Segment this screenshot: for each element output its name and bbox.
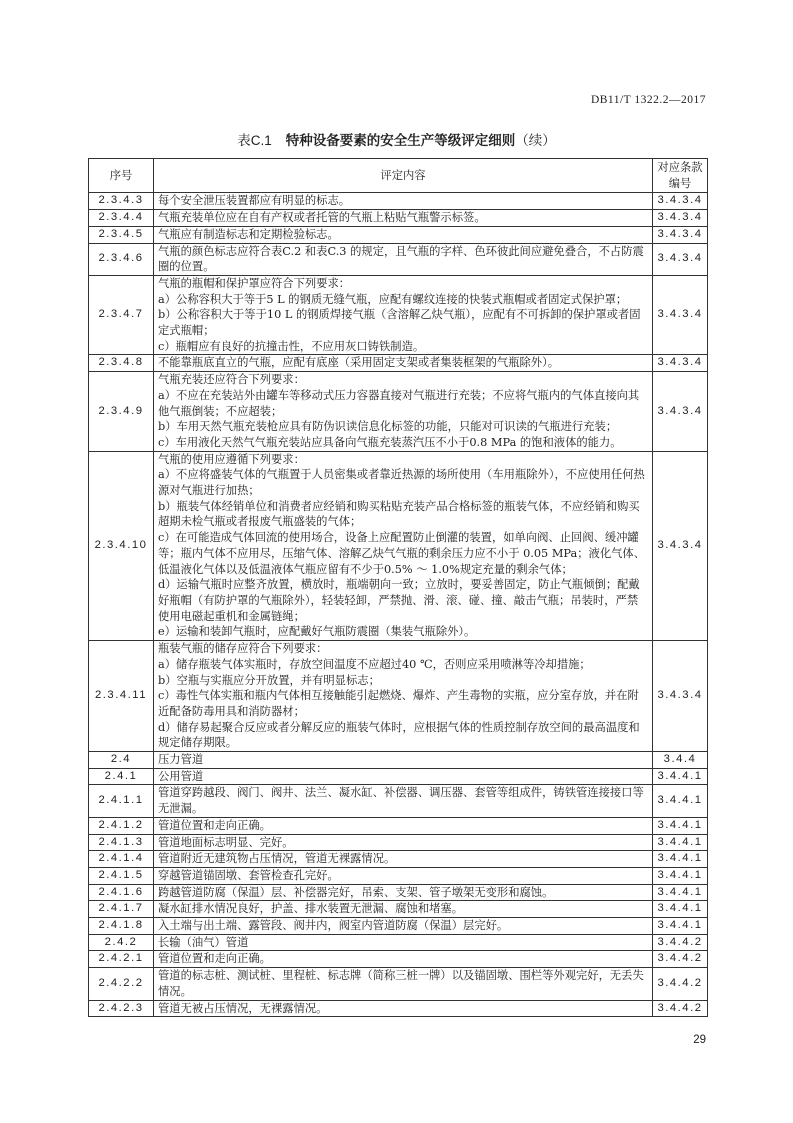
row-number: 2.3.4.8	[89, 355, 154, 372]
content-line: 公用管道	[158, 769, 204, 783]
row-number: 2.4.1	[89, 768, 154, 785]
content-line: 压力管道	[158, 753, 204, 767]
row-content	[154, 968, 653, 1000]
row-reference: 3.4.4.2	[653, 968, 708, 1000]
content-line: a）不应在充装站外由罐车等移动式压力容器直接对气瓶进行充装；不应将气瓶内的气体直接向其他气瓶倒装；不应超装；	[158, 388, 640, 418]
table-row	[89, 901, 708, 918]
row-number: 2.4.1.1	[89, 785, 154, 817]
evaluation-table	[88, 158, 708, 1017]
row-number: 2.4.2.1	[89, 951, 154, 968]
row-reference: 3.4.3.4	[653, 226, 708, 243]
row-reference: 3.4.3.4	[653, 193, 708, 210]
row-content	[154, 752, 653, 769]
row-number: 2.3.4.9	[89, 372, 154, 452]
row-content	[154, 641, 653, 752]
table-row	[89, 817, 708, 834]
content-line: c）在可能造成气体回流的使用场合，设备上应配置防止倒灌的装置，如单向阀、止回阀、缓冲罐等；瓶内气体不应用尽，压缩气体、溶解乙炔气气瓶的剩余压力应不小于 0.05 MPa；液化气体、低温液化气体以及低温液体气瓶应留有不少于0.5% ～ 1.0%规定充量的剩余气体；	[158, 531, 646, 576]
row-reference: 3.4.4.2	[653, 951, 708, 968]
content-line: 管道位置和走向正确。	[158, 952, 271, 966]
table-row	[89, 275, 708, 355]
row-content	[154, 355, 653, 372]
table-row	[89, 834, 708, 851]
content-line: 跨越管道防腐（保温）层、补偿器完好，吊索、支架、管子墩架无变形和腐蚀。	[158, 885, 554, 899]
row-reference: 3.4.4.1	[653, 834, 708, 851]
row-reference: 3.4.3.4	[653, 275, 708, 355]
content-line: 管道的标志桩、测试桩、里程桩、标志牌（简称三桩一牌）以及锚固墩、围栏等外观完好，无丢失情况。	[158, 969, 644, 998]
row-content	[154, 226, 653, 243]
row-content	[154, 834, 653, 851]
row-reference: 3.4.4.1	[653, 768, 708, 785]
content-line: 不能靠瓶底直立的气瓶，应配有底座（采用固定支架或者集装框架的气瓶除外）。	[158, 356, 560, 370]
content-line: 入土端与出土端、露管段、阀井内，阀室内管道防腐（保温）层完好。	[158, 919, 509, 933]
row-reference: 3.4.4.1	[653, 851, 708, 868]
table-row	[89, 1000, 708, 1017]
row-number: 2.4.2.3	[89, 1000, 154, 1017]
row-number: 2.3.4.7	[89, 275, 154, 355]
column-header-no: 序号	[89, 159, 154, 193]
row-content	[154, 372, 653, 452]
table-row	[89, 372, 708, 452]
table-row	[89, 884, 708, 901]
content-line: 瓶装气瓶的储存应符合下列要求：	[158, 642, 328, 656]
row-content	[154, 817, 653, 834]
row-content	[154, 1000, 653, 1017]
row-reference: 3.4.4.1	[653, 884, 708, 901]
table-row	[89, 243, 708, 275]
table-row	[89, 785, 708, 817]
row-content	[154, 851, 653, 868]
content-line: a）储存瓶装气体实瓶时，存放空间温度不应超过40 ℃，否则应采用喷淋等冷却措施；	[158, 657, 591, 671]
row-number: 2.3.4.4	[89, 210, 154, 227]
content-line: 管道无被占压情况，无裸露情况。	[158, 1001, 328, 1015]
row-number: 2.3.4.3	[89, 193, 154, 210]
row-number: 2.4.1.7	[89, 901, 154, 918]
content-line: 气瓶的使用应遵循下列要求：	[158, 452, 305, 466]
row-content	[154, 785, 653, 817]
row-number: 2.4.1.2	[89, 817, 154, 834]
standard-number: DB11/T 1322.2—2017	[590, 94, 706, 106]
content-line: e）运输和装卸气瓶时，应配戴好气瓶防震圈（集装气瓶除外）。	[158, 625, 476, 639]
content-line: 气瓶充装单位应在自有产权或者托管的气瓶上粘贴气瓶警示标签。	[158, 211, 486, 225]
row-content	[154, 768, 653, 785]
row-content	[154, 934, 653, 951]
content-line: a）不应将盛装气体的气瓶置于人员密集或者靠近热源的场所使用（车用瓶除外），不应使用任何热源对气瓶进行加热；	[158, 468, 645, 498]
table-continued: （续）	[515, 133, 556, 149]
content-line: 管道附近无建筑物占压情况，管道无裸露情况。	[158, 852, 396, 866]
row-number: 2.4.1.4	[89, 851, 154, 868]
row-content	[154, 210, 653, 227]
column-header-content: 评定内容	[154, 159, 653, 193]
table-row	[89, 867, 708, 884]
table-row	[89, 210, 708, 227]
table-row	[89, 851, 708, 868]
content-line: 气瓶的颜色标志应符合表C.2 和表C.3 的规定，且气瓶的字样、色环彼此间应避免叠合，不占防震圈的位置。	[158, 244, 644, 274]
content-line: 凝水缸排水情况良好，护盖、排水装置无泄漏、腐蚀和堵塞。	[158, 902, 464, 916]
table-title-text: 特种设备要素的安全生产等级评定细则	[285, 133, 516, 149]
row-content	[154, 867, 653, 884]
table-title	[0, 129, 793, 149]
table-row	[89, 355, 708, 372]
row-content	[154, 451, 653, 640]
content-line: c）毒性气体实瓶和瓶内气体相互接触能引起燃烧、爆炸、产生毒物的实瓶，应分室存放，并在附近配备防毒用具和消防器材；	[158, 689, 639, 718]
content-line: 管道地面标志明显、完好。	[158, 835, 294, 849]
table-row	[89, 752, 708, 769]
column-header-ref: 对应条款编号	[653, 159, 708, 193]
table-body	[89, 193, 708, 1017]
row-number: 2.3.4.5	[89, 226, 154, 243]
table-row	[89, 918, 708, 935]
content-line: 穿越管道锚固墩、套管检查孔完好。	[158, 868, 339, 882]
row-number: 2.4.1.3	[89, 834, 154, 851]
table-row	[89, 193, 708, 210]
row-reference: 3.4.3.4	[653, 355, 708, 372]
row-number: 2.3.4.11	[89, 641, 154, 752]
table-row	[89, 226, 708, 243]
table-row	[89, 968, 708, 1000]
row-reference: 3.4.4.1	[653, 867, 708, 884]
table-row	[89, 451, 708, 640]
row-reference: 3.4.4	[653, 752, 708, 769]
row-content	[154, 901, 653, 918]
table-header-row	[89, 159, 708, 193]
content-line: 每个安全泄压装置都应有明显的标志。	[158, 194, 351, 208]
row-reference: 3.4.4.1	[653, 785, 708, 817]
row-content	[154, 918, 653, 935]
row-number: 2.4.1.6	[89, 884, 154, 901]
row-number: 2.4.2	[89, 934, 154, 951]
table-row	[89, 951, 708, 968]
row-number: 2.4.2.2	[89, 968, 154, 1000]
content-line: c）瓶帽应有良好的抗撞击性，不应用灰口铸铁制造。	[158, 339, 425, 353]
row-content	[154, 275, 653, 355]
content-line: 气瓶应有制造标志和定期检验标志。	[158, 227, 339, 241]
content-line: d）储存易起聚合反应或者分解反应的瓶装气体时，应根据气体的性质控制存放空间的最高温度和规定储存期限。	[158, 720, 640, 750]
row-content	[154, 951, 653, 968]
content-line: 管道穿跨越段、阀门、阀井、法兰、凝水缸、补偿器、调压器、套管等组成件，铸铁管连接接口等无泄漏。	[158, 786, 644, 816]
page-number: 29	[693, 1034, 706, 1046]
row-content	[154, 243, 653, 275]
table-row	[89, 768, 708, 785]
content-line: b）瓶装气体经销单位和消费者应经销和购买粘贴充装产品合格标签的瓶装气体，不应经销和购买超期未检气瓶或者报废气瓶盛装的气体；	[158, 499, 640, 529]
content-line: 管道位置和走向正确。	[158, 818, 271, 832]
content-line: b）车用天然气瓶充装枪应具有防伪识读信息化标签的功能，只能对可识读的气瓶进行充装；	[158, 420, 618, 434]
row-reference: 3.4.3.4	[653, 451, 708, 640]
content-line: b）空瓶与实瓶应分开放置，并有明显标志；	[158, 673, 380, 687]
row-reference: 3.4.3.4	[653, 641, 708, 752]
row-number: 2.3.4.10	[89, 451, 154, 640]
row-content	[154, 884, 653, 901]
row-reference: 3.4.3.4	[653, 372, 708, 452]
row-reference: 3.4.4.1	[653, 817, 708, 834]
content-line: 气瓶充装还应符合下列要求：	[158, 373, 305, 387]
row-reference: 3.4.4.2	[653, 1000, 708, 1017]
row-reference: 3.4.4.1	[653, 901, 708, 918]
row-reference: 3.4.3.4	[653, 210, 708, 227]
row-content	[154, 193, 653, 210]
content-line: d）运输气瓶时应整齐放置，横放时，瓶端朝向一致；立放时，要妥善固定，防止气瓶倾倒；配戴好瓶帽（有防护罩的气瓶除外），轻装轻卸，严禁抛、滑、滚、碰、撞、敲击气瓶；吊装时，严禁使用电磁起重机和金属链绳；	[158, 578, 640, 623]
row-reference: 3.4.3.4	[653, 243, 708, 275]
row-number: 2.3.4.6	[89, 243, 154, 275]
content-line: a）公称容积大于等于5 L 的钢质无缝气瓶，应配有螺纹连接的快装式瓶帽或者固定式保护罩；	[158, 292, 628, 306]
table-row	[89, 641, 708, 752]
content-line: 气瓶的瓶帽和保护罩应符合下列要求：	[158, 276, 351, 290]
row-reference: 3.4.4.2	[653, 934, 708, 951]
row-number: 2.4	[89, 752, 154, 769]
table-number: 表C.1	[237, 133, 272, 148]
content-line: b）公称容积大于等于10 L 的钢质焊接气瓶（含溶解乙炔气瓶），应配有不可拆卸的保护罩或者固定式瓶帽；	[158, 308, 641, 338]
content-line: c）车用液化天然气气瓶充装站应具备向气瓶充装蒸汽压不小于0.8 MPa 的饱和液体的能力。	[158, 435, 622, 449]
row-number: 2.4.1.8	[89, 918, 154, 935]
row-number: 2.4.1.5	[89, 867, 154, 884]
row-reference: 3.4.4.1	[653, 918, 708, 935]
table-row	[89, 934, 708, 951]
content-line: 长输（油气）管道	[158, 935, 249, 949]
